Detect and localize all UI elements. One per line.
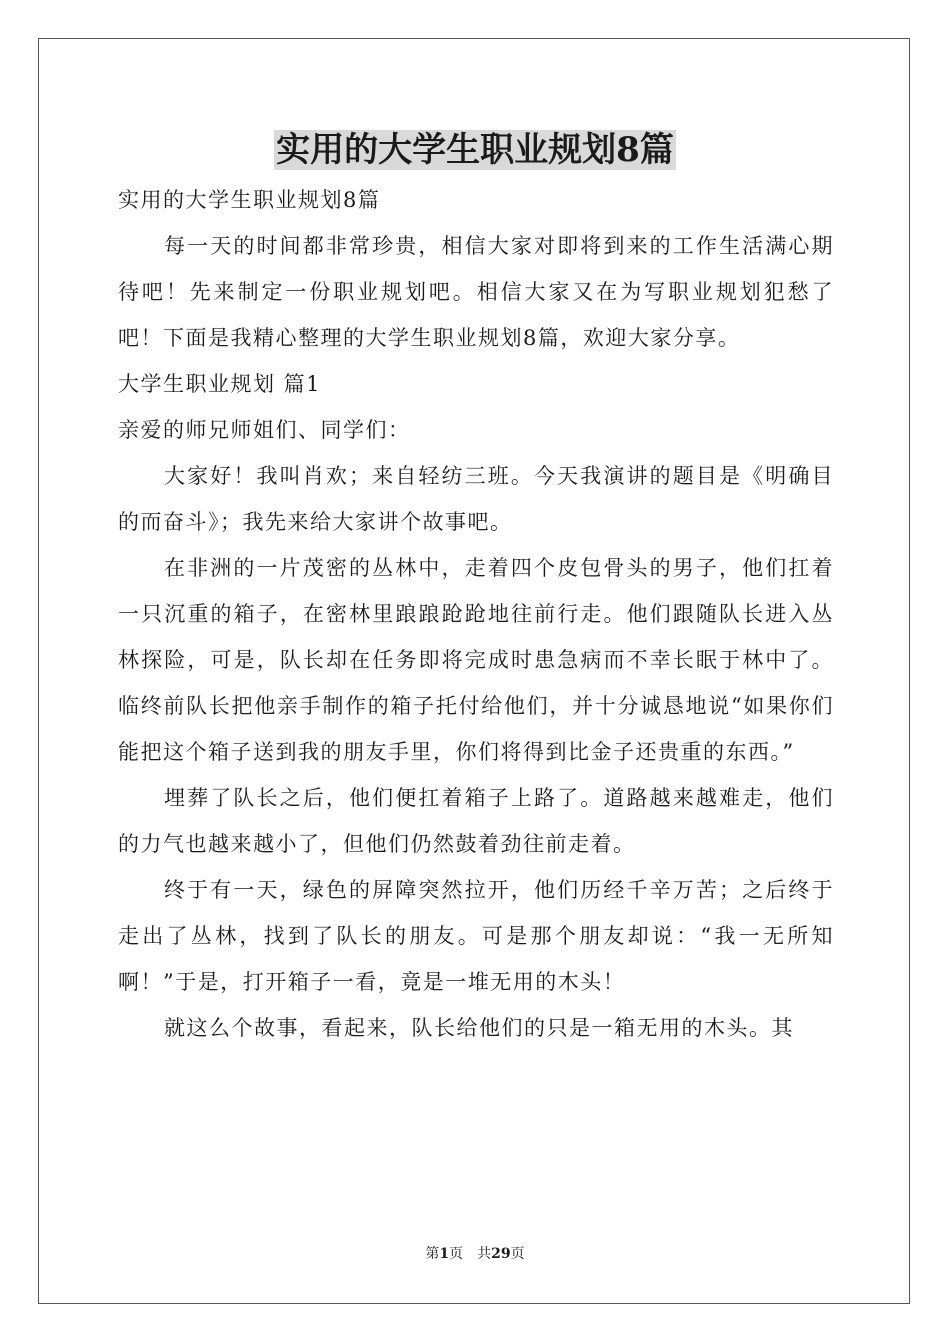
- paragraph-body: 在非洲的一片茂密的丛林中，走着四个皮包骨头的男子，他们扛着一只沉重的箱子，在密林里踉踉跄跄地往前行走。他们跟随队长进入丛林探险，可是，队长却在任务即将完成时患急病而不幸长眠于林中了。临终前队长把他亲手制作的箱子托付给他们，并十分诚恳地说“如果你们能把这个箱子送到我的朋友手里，你们将得到比金子还贵重的东西。”: [118, 556, 834, 764]
- document-title-text: 实用的大学生职业规划8篇: [276, 130, 674, 170]
- page-current: 1: [439, 1246, 450, 1262]
- paragraph-body: 就这么个故事，看起来，队长给他们的只是一箱无用的木头。其: [164, 1016, 794, 1040]
- paragraph-section-heading: 大学生职业规划 篇1: [118, 372, 322, 396]
- paragraph-intro: 每一天的时间都非常珍贵，相信大家对即将到来的工作生活满心期待吧！先来制定一份职业规划吧。相信大家又在为写职业规划犯愁了吧！下面是我精心整理的大学生职业规划8篇，欢迎大家分享。: [118, 234, 834, 350]
- page-total: 29: [491, 1246, 511, 1262]
- paragraph-subtitle: 实用的大学生职业规划8篇: [118, 188, 381, 212]
- total-unit: 页: [510, 1246, 525, 1262]
- paragraph-body: 大家好！我叫肖欢；来自轻纺三班。今天我演讲的题目是《明确目的而奋斗》；我先来给大家讲个故事吧。: [118, 464, 834, 534]
- paragraph-body: 埋葬了队长之后，他们便扛着箱子上路了。道路越来越难走，他们的力气也越来越小了，但他们仍然鼓着劲往前走着。: [118, 786, 834, 856]
- page-prefix: 第: [425, 1246, 440, 1262]
- total-prefix: 共: [477, 1246, 492, 1262]
- document-body: [118, 177, 834, 1051]
- paragraph-salutation: 亲爱的师兄师姐们、同学们：: [118, 418, 411, 442]
- page-unit: 页: [449, 1246, 464, 1262]
- page-footer: [0, 1244, 950, 1264]
- document-title: [0, 124, 950, 176]
- paragraph-body: 终于有一天，绿色的屏障突然拉开，他们历经千辛万苦；之后终于走出了丛林，找到了队长的朋友。可是那个朋友却说：“我一无所知啊！”于是，打开箱子一看，竟是一堆无用的木头！: [118, 878, 834, 994]
